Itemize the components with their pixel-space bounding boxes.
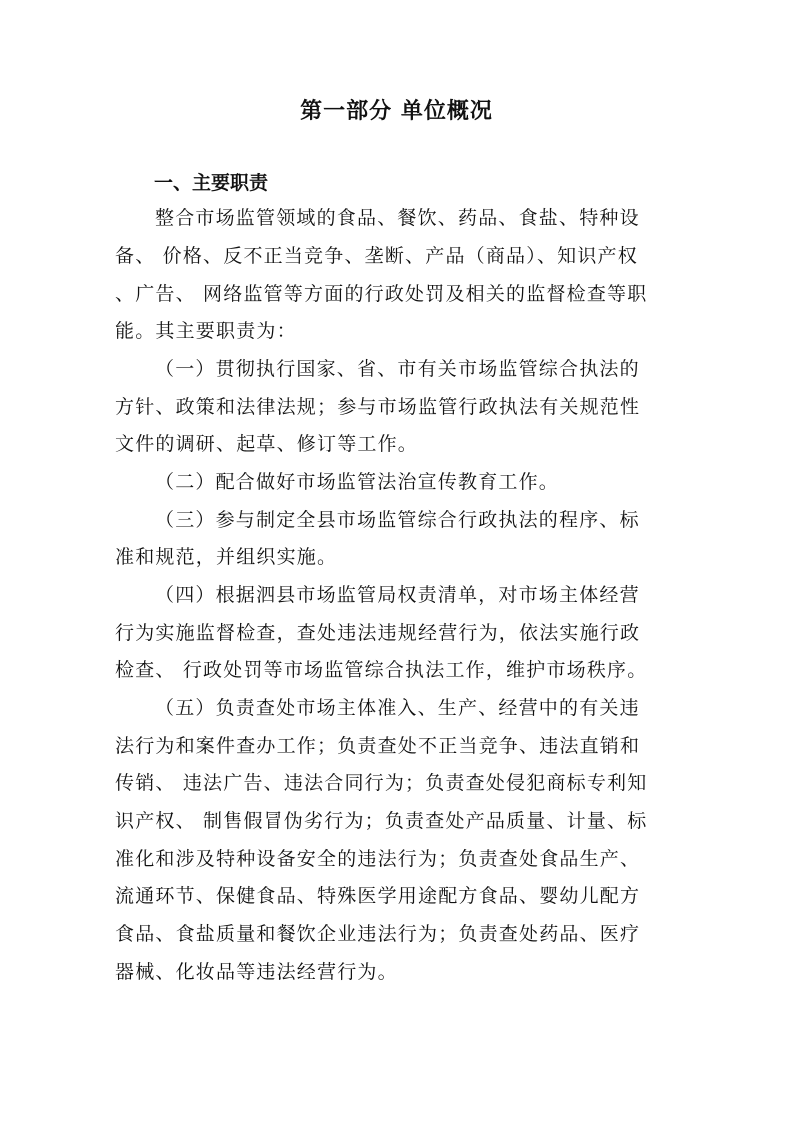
paragraph-line: 文件的调研、起草、修订等工作。 bbox=[115, 433, 419, 455]
paragraph-line: 备、 价格、反不正当竞争、垄断、产品（商品）、知识产权 bbox=[115, 245, 638, 267]
page-title: 第一部分 单位概况 bbox=[300, 99, 493, 124]
section-heading: 一、主要职责 bbox=[154, 172, 269, 194]
paragraph-line: 能。其主要职责为： bbox=[115, 320, 297, 342]
paragraph-line: （四）根据泗县市场监管局权责清单，对市场主体经营 bbox=[155, 584, 640, 606]
paragraph-line: 食品、食盐质量和餐饮企业违法行为；负责查处药品、医疗 bbox=[115, 923, 641, 945]
paragraph-line: 检查、 行政处罚等市场监管综合执法工作，维护市场秩序。 bbox=[115, 659, 648, 681]
paragraph-line: （三）参与制定全县市场监管综合行政执法的程序、标 bbox=[155, 509, 640, 531]
paragraph-line: 流通环节、保健食品、特殊医学用途配方食品、婴幼儿配方 bbox=[115, 885, 641, 907]
paragraph-line: 识产权、 制售假冒伪劣行为；负责查处产品质量、计量、标 bbox=[115, 810, 648, 832]
paragraph-line: 法行为和案件查办工作；负责查处不正当竞争、违法直销和 bbox=[115, 735, 641, 757]
paragraph-line: 整合市场监管领域的食品、餐饮、药品、食盐、特种设 bbox=[155, 207, 640, 229]
paragraph-line: （二）配合做好市场监管法治宣传教育工作。 bbox=[155, 471, 560, 493]
paragraph-line: 方针、政策和法律法规；参与市场监管行政执法有关规范性 bbox=[115, 396, 641, 418]
paragraph-line: 器械、化妆品等违法经营行为。 bbox=[115, 961, 398, 983]
paragraph-line: （一）贯彻执行国家、省、市有关市场监管综合执法的 bbox=[155, 358, 640, 380]
paragraph-line: 准和规范，并组织实施。 bbox=[115, 546, 338, 568]
paragraph-line: 行为实施监督检查，查处违法违规经营行为，依法实施行政 bbox=[115, 622, 641, 644]
paragraph-line: 、广告、 网络监管等方面的行政处罚及相关的监督检查等职 bbox=[115, 283, 648, 305]
paragraph-line: （五）负责查处市场主体准入、生产、经营中的有关违 bbox=[155, 697, 640, 719]
paragraph-line: 传销、 违法广告、违法合同行为；负责查处侵犯商标专利知 bbox=[115, 772, 648, 794]
paragraph-line: 准化和涉及特种设备安全的违法行为；负责查处食品生产、 bbox=[115, 848, 641, 870]
